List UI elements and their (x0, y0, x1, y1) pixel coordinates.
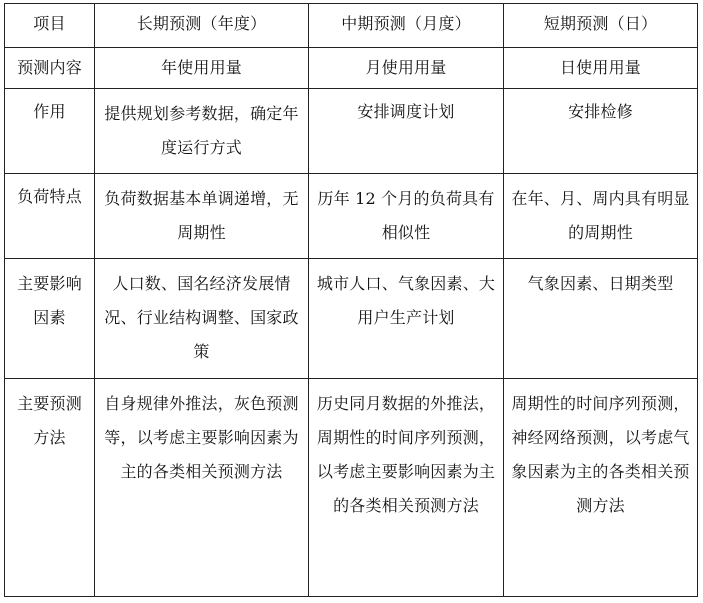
table-cell: 负荷数据基本单调递增，无周期性 (95, 174, 309, 259)
table-cell: 安排调度计划 (309, 89, 504, 174)
header-item: 项目 (5, 4, 95, 48)
table-cell: 自身规律外推法，灰色预测等，以考虑主要影响因素为主的各类相关预测方法 (95, 379, 309, 597)
table-row (5, 89, 698, 174)
table-row (5, 259, 698, 379)
table-cell: 在年、月、周内具有明显的周期性 (504, 174, 698, 259)
forecast-comparison-table (4, 3, 698, 597)
table-cell: 城市人口、气象因素、大用户生产计划 (309, 259, 504, 379)
table-cell: 历年 12 个月的负荷具有相似性 (309, 174, 504, 259)
header-short-term: 短期预测（日） (504, 4, 698, 48)
document-page (4, 3, 697, 597)
table-row (5, 174, 698, 259)
table-cell: 气象因素、日期类型 (504, 259, 698, 379)
table-cell: 人口数、国名经济发展情况、行业结构调整、国家政策 (95, 259, 309, 379)
table-cell: 日使用用量 (504, 48, 698, 89)
table-cell: 月使用用量 (309, 48, 504, 89)
row-label: 预测内容 (5, 48, 95, 89)
header-long-term: 长期预测（年度） (95, 4, 309, 48)
row-label: 负荷特点 (5, 174, 95, 259)
table-cell: 周期性的时间序列预测，神经网络预测，以考虑气象因素为主的各类相关预测方法 (504, 379, 698, 597)
row-label: 主要预测方法 (5, 379, 95, 597)
row-label: 主要影响因素 (5, 259, 95, 379)
table-cell: 安排检修 (504, 89, 698, 174)
row-label: 作用 (5, 89, 95, 174)
table-row (5, 48, 698, 89)
header-mid-term: 中期预测（月度） (309, 4, 504, 48)
table-cell: 历史同月数据的外推法，周期性的时间序列预测，以考虑主要影响因素为主的各类相关预测方法 (309, 379, 504, 597)
table-header-row (5, 4, 698, 48)
table-row (5, 379, 698, 597)
table-cell: 年使用用量 (95, 48, 309, 89)
table-cell: 提供规划参考数据，确定年度运行方式 (95, 89, 309, 174)
